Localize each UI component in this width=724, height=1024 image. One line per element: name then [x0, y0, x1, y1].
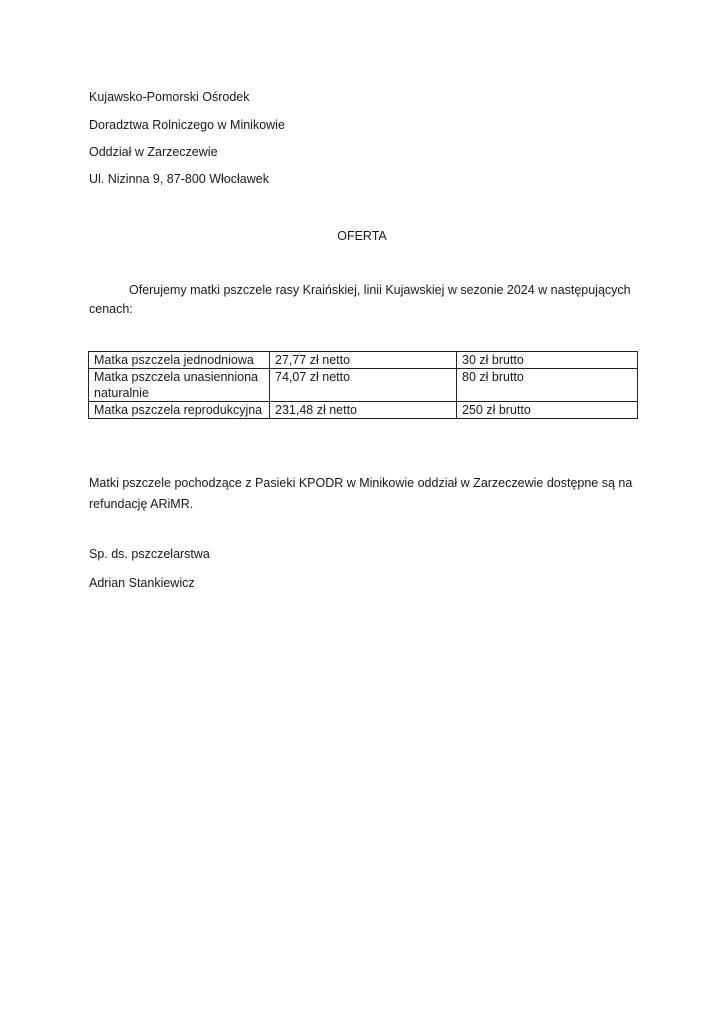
product-name-cell: Matka pszczela unasienniona naturalnie — [89, 369, 270, 402]
netto-price-cell: 231,48 zł netto — [270, 402, 457, 419]
document-title: OFERTA — [337, 229, 387, 243]
brutto-price-cell: 250 zł brutto — [457, 402, 638, 419]
table-row — [89, 369, 638, 402]
signature-position: Sp. ds. pszczelarstwa — [89, 547, 210, 561]
brutto-price-cell: 30 zł brutto — [457, 352, 638, 369]
product-name-cell: Matka pszczela jednodniowa — [89, 352, 270, 369]
address-line-4: Ul. Nizinna 9, 87-800 Włocławek — [89, 172, 269, 186]
brutto-price-cell: 80 zł brutto — [457, 369, 638, 402]
table-row — [89, 352, 638, 369]
netto-price-cell: 74,07 zł netto — [270, 369, 457, 402]
refund-note: Matki pszczele pochodzące z Pasieki KPODR w Minikowie oddział w Zarzeczewie dostępne są na refundację ARiMR. — [89, 476, 633, 511]
intro-paragraph: Oferujemy matki pszczele rasy Kraińskiej, linii Kujawskiej w sezonie 2024 w następujących cenach: — [89, 283, 631, 316]
price-table — [88, 351, 638, 419]
address-line-1: Kujawsko-Pomorski Ośrodek — [89, 90, 250, 104]
address-line-3: Oddział w Zarzeczewie — [89, 145, 218, 159]
netto-price-cell: 27,77 zł netto — [270, 352, 457, 369]
signature-name: Adrian Stankiewicz — [89, 576, 195, 590]
table-row — [89, 402, 638, 419]
address-line-2: Doradztwa Rolniczego w Minikowie — [89, 118, 285, 132]
product-name-cell: Matka pszczela reprodukcyjna — [89, 402, 270, 419]
